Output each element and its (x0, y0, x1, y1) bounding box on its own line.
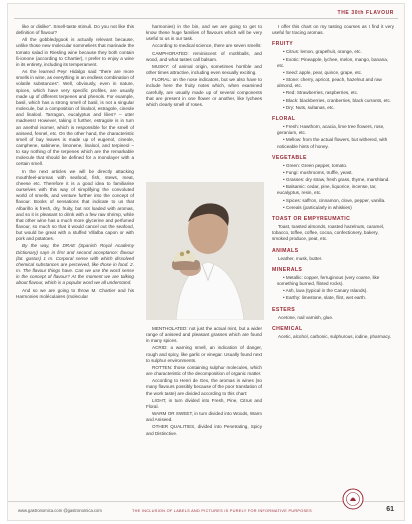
list-item: • Dry: Nuts, sultanas, etc. (272, 105, 394, 111)
smell-camphorated: CAMPHORATED: reminiscent of mothballs, and wood, and what tastes call balsam. (146, 50, 262, 62)
list-item: • Earthy: limestone, slate, flint, wet earth. (272, 295, 394, 301)
column-3-aroma-chart (272, 24, 394, 341)
chart-intro: I offer this chart on my tasting courses as I find it very useful for tracing aromas. (272, 24, 394, 36)
list-item: • Balsamic: cedar, pine, liquorice, incense, tar, eucalyptus, resin, etc. (272, 184, 394, 196)
list-item: • Exotic: Pineapple, lychee, melon, mango, banana, etc. (272, 57, 394, 69)
list-item: • Citrus: lemon, grapefruit, orange, etc. (272, 49, 394, 55)
section-heading-minerals: MINERALS (272, 266, 303, 273)
section-text: Toast, toasted almonds, roasted hazelnuts, caramel, tobacco, toffee, coffee, cocoa, confectionery, bakery, smoked produce, peat, etc. (272, 224, 385, 242)
photo-chef-smelling (146, 182, 264, 320)
smell-acrid: ACRID: a warning smell, an indication of danger, rough and spicy, like garlic or vinegar. Usually found next to sulphur environments. (146, 345, 262, 363)
list-item: • Grasses: dry straw, fresh grass, thyme, marshland. (272, 177, 394, 183)
smell-floral: FLORAL: on the nose indicators, but we also have to include here the fruity notes which, when examined carefully, are usually made up of several components that are present in one flower or another, like lychees which clearly smell of roses. (146, 77, 262, 107)
section-text: Acetic, alcohol, carbonic, sulphurous, iodine, pharmacy. (278, 334, 392, 340)
list-item: • Metallic: copper, ferruginous (very coarse, like something burned, flinted rocks). (272, 275, 394, 287)
page-number: 61 (386, 506, 394, 513)
aroma-light: LIGHT, in turn divided into Fresh, Pine, Citrus and Floral. (146, 397, 262, 409)
list-item: • Seed: apple, pear, quince, grape, etc. (272, 70, 394, 76)
paragraph: And so we are going to throw M. Chartier and his Harmonies moléculaires (molecular (16, 287, 134, 299)
paragraph: According to Henri de Gex, the aromas in wines (so many flavours possibly because of the poor translation of the work taste) are divided according to this chart: (146, 378, 262, 396)
column-1 (16, 24, 134, 301)
column-2-bottom (146, 326, 262, 438)
list-item: • Red: Strawberries, raspberries, etc. (272, 90, 394, 96)
list-item: • Stone: cherry, apricot, peach, hazelnut and raw almond, etc. (272, 77, 394, 89)
list-item: • Mellow: from the actual flowers, but withered, with noticeable hints of honey. (272, 137, 394, 149)
section-heading-fruity: FRUITY (272, 41, 294, 48)
publication-seal-icon (342, 488, 364, 510)
aroma-other: OTHER QUALITIES, divided into Penetrating, Spicy and Distinctive. (146, 424, 262, 436)
smell-rotten: ROTTEN: those containing sulphur molecules, which are characteristic of the decomposition of organic matter. (146, 364, 262, 377)
chef-illustration (146, 182, 264, 320)
list-item: • Spices: saffron, cinnamon, clove, pepper, vanilla. (272, 198, 394, 204)
section-heading-floral: FLORAL (272, 115, 296, 122)
list-item: • Cereals (particularly in whiskies) (272, 205, 394, 211)
smell-musky: MUSKY: of animal origin, sometimes horrible and other times attractive, including even sexually exciting. (146, 63, 262, 76)
list-item: • Fungi: mushrooms, truffle, yeast. (272, 170, 394, 176)
footer-web-links: www.gastronomica.com @gastronomica.com (18, 508, 102, 513)
footer-disclaimer: THE INCLUSION OF LABELS AND PICTURES IS PURELY FOR INFORMATIVE PURPOSES (132, 509, 312, 513)
list-item: • Black: blackberries, cranberries, black currants, etc. (272, 98, 394, 104)
section-heading-toast: TOAST OR EMPYREUMATIC (272, 215, 351, 222)
paragraph: According to medical science, there are seven smells: (152, 43, 262, 49)
paragraph: As the learned Peyr Hidalgo said "there are more smells in wine, as everything in an endless combination of volatile substances". Well, obviously, even in nature, spices, which have very specific profiles, are usually made up of different terpenes and phenols. For example, basil, which has a strong smell of basil, is not a singular molecule, but a composition of linalool, estragole, cineole and linalool. Tarragon, eucalyptus and lilies? – utter madness! However, taking it further, estragole is in turn an anethol isomer, which is responsible for the smell of aniseed, fennel, etc. On the other hand, the characteristic smell of bay leaves is made up of eugenol, cineole, camphene, sabinene, limonene, linalool, and terpineol – to say nothing of the terpenes which are the remarkable molecule that should be defined for a monolayer with a certain smell. (16, 69, 134, 167)
list-item: • Ash, lava (typical in the Canary Islands). (272, 288, 394, 294)
list-item: • Fresh: Hawthorn, acacia, lime tree flowers, rose, geranium, etc. (272, 124, 394, 136)
section-heading-esters: ESTERS (272, 306, 296, 313)
header-rule (14, 18, 398, 19)
section-text: Acetone, nail varnish, glue. (278, 314, 334, 320)
aroma-warm: WARM OR SWEET, in turn divided into Woods, Warm and Aniseed. (146, 411, 262, 423)
section-heading-chemical: CHEMICAL (272, 325, 303, 332)
paragraph: like or dislike". Smell-taste stimuli. Do you not like this definition of flavour? (16, 24, 134, 36)
page-footer (8, 501, 404, 520)
paragraph: harmonies) in the bin, and we are going to get to know these huge families of flavours which will be very useful to us in our task. (146, 24, 262, 42)
paragraph: By the way, the DRAE (Spanish Royal Academy Dictionary) says in first and second acceptance: flavour (lat. gustus) 1 m. Corporal sense with which dissolved chemical substances are perceived, like those in food. 2. m. The flavour things have. Can we use the word sense in the concept of flavour? At the moment we are talking about flavour, which is a popular word we all understand. (16, 243, 134, 286)
paragraph: In the next articles we will be directly attacking mouthfeel-aromas with seafood, fish, stews, meat, cheese etc. Therefore it is a good idea to familiarise ourselves with this way of simplifying the convoluted world of smells, and venture further into the concept of flavour. Books of sensations that indicate to us that Albariño is fresh, dry, fruity, but not loaded with aromas, and so it is pleasant to drink with a few raw shrimp, while that other wine has a much more glycerine and perfumed flavour, so much so that it would cancel out the seafood, but would be great with a stuffed Villalba capon or with pork and potatoes. (16, 168, 134, 242)
column-2-top (146, 24, 262, 109)
list-item: • Green: Green pepper, tomato. (272, 163, 394, 169)
smell-mentholated: MENTHOLATED: not just the actual mint, but a wider range of aniseed and pleasant grasses which are found in many spices. (146, 326, 262, 344)
section-heading-vegetable: VEGETABLE (272, 154, 307, 161)
running-header: THE 30th FLAVOUR (337, 10, 394, 16)
paragraph: All the gobbledygook is actually relevant because, unlike those new molecular sommeliers that marinade the tomato salad in Riesling wine because they both contain ß-ionone (according to Chartier), I prefer to enjoy a wine in its entirety, including its temperament. (16, 37, 134, 67)
section-text: Leather, musk, butter. (278, 255, 323, 261)
section-heading-animals: ANIMALS (272, 247, 299, 254)
